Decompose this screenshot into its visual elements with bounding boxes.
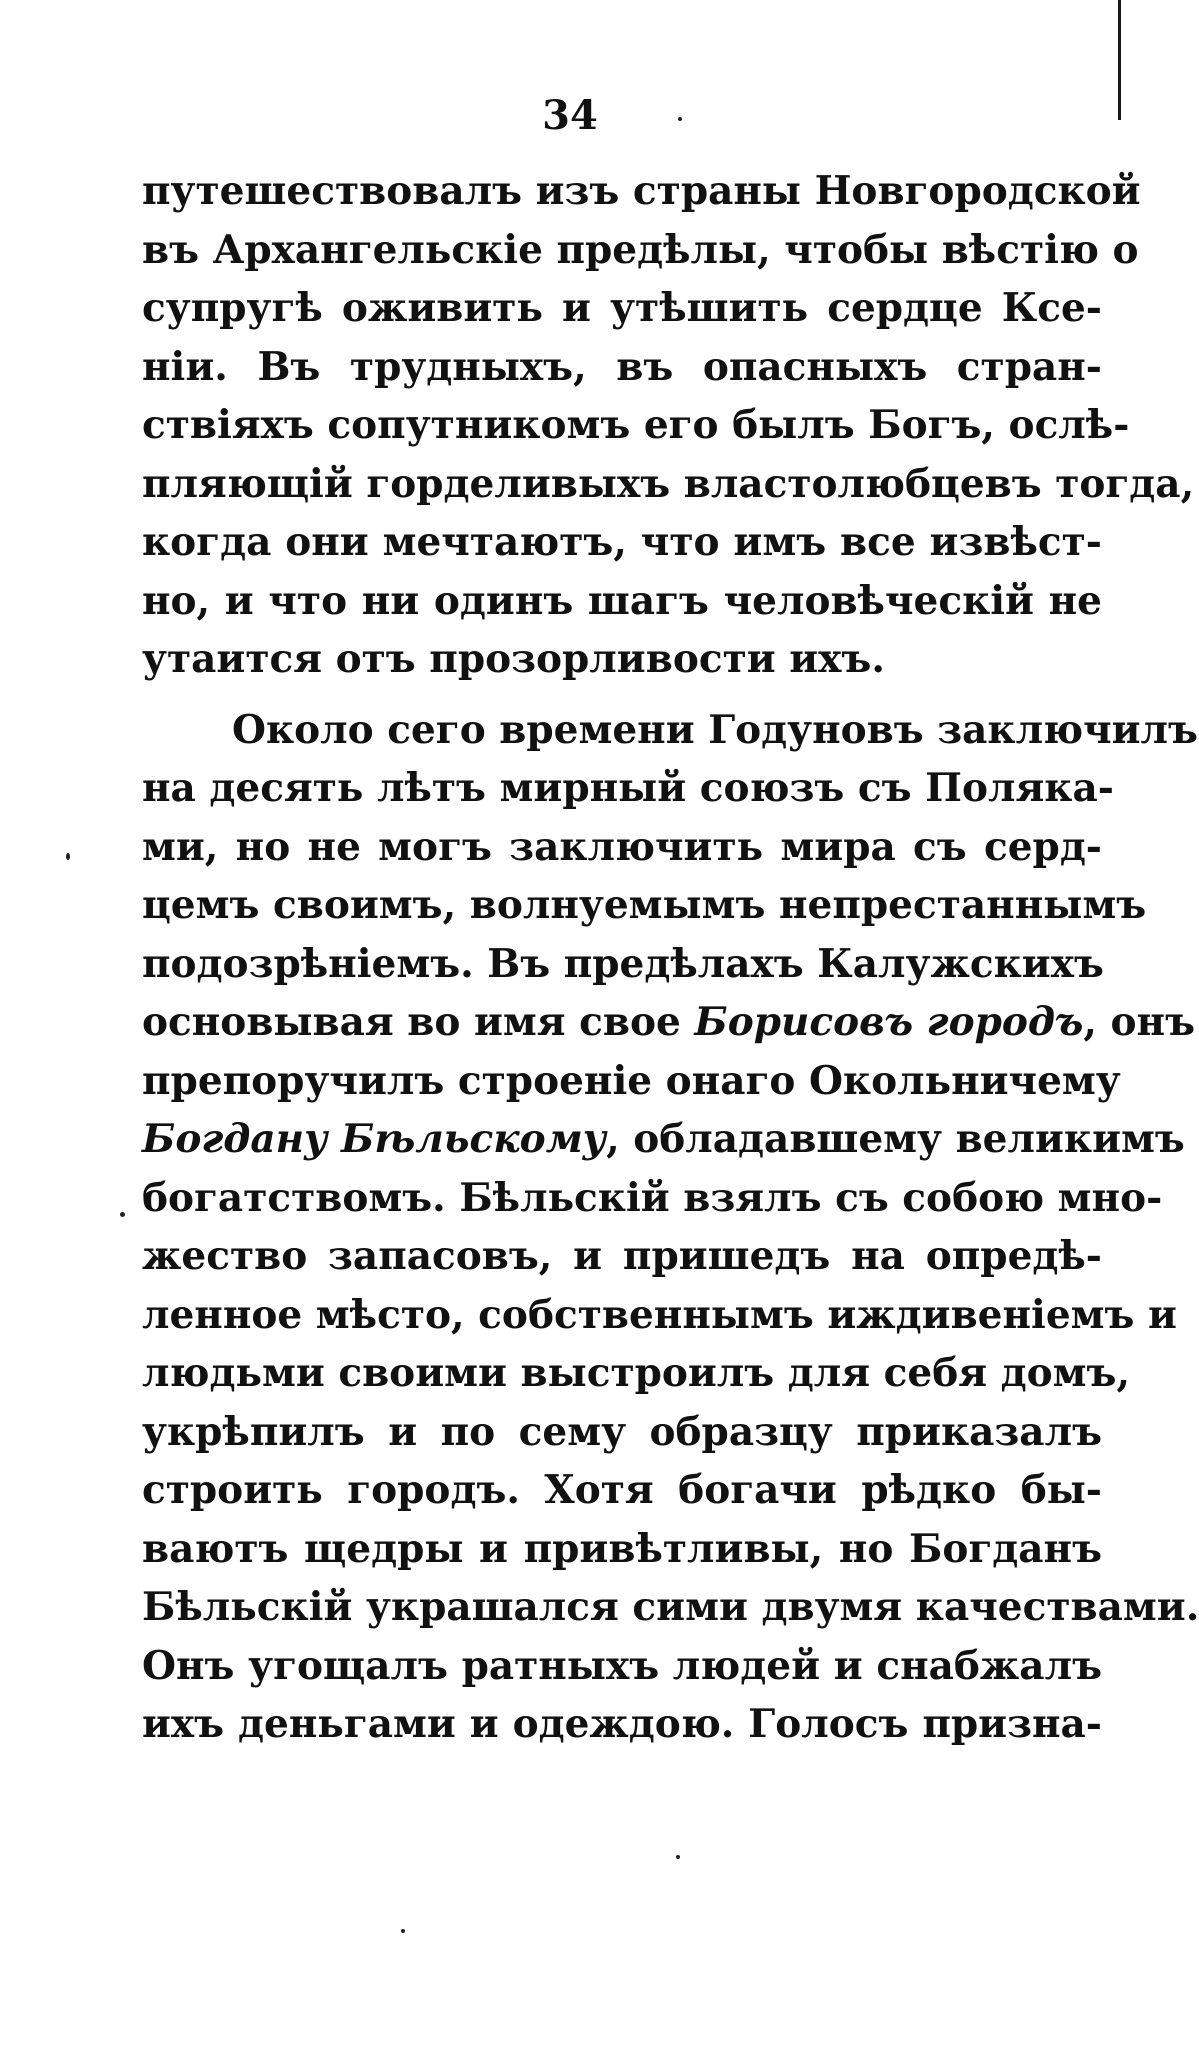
- text-line: но, и что ни одинъ шагъ человѣческій не: [142, 577, 1102, 624]
- text-line: ихъ деньгами и одеждою. Голосъ призна-: [142, 1701, 1102, 1747]
- text-line: жество запасовъ, и пришедъ на опредѣ-: [142, 1233, 1102, 1279]
- text-line: ствіяхъ сопутникомъ его былъ Богъ, ослѣ-: [142, 402, 1130, 448]
- italic-person-name: Богдану Бѣльскому: [142, 1116, 607, 1162]
- page-number: 34: [542, 92, 598, 139]
- body-text: [142, 162, 1199, 1754]
- text-line-with-italic: [142, 993, 1196, 1052]
- text-line: утаится отъ прозорливости ихъ.: [142, 636, 885, 682]
- text-line: людьми своими выстроилъ для себя домъ,: [142, 1350, 1131, 1396]
- text-line: ваютъ щедры и привѣтливы, но Богданъ: [142, 1525, 1102, 1572]
- print-speck: [676, 1855, 680, 1859]
- text-segment: , онъ: [1083, 999, 1196, 1045]
- print-speck: [120, 1212, 125, 1217]
- text-line: Бѣльскій украшался сими двумя качествами.: [142, 1584, 1199, 1630]
- paragraph-2: [142, 701, 1199, 1754]
- text-line: когда они мечтаютъ, что имъ все извѣст-: [142, 519, 1102, 565]
- text-line: путешествовалъ изъ страны Новгородской: [142, 168, 1141, 214]
- text-line: Онъ угощалъ ратныхъ людей и снабжалъ: [142, 1642, 1102, 1689]
- text-line: ленное мѣсто, собственнымъ иждивеніемъ и: [142, 1291, 1177, 1338]
- text-line: строить городъ. Хотя богачи рѣдко бы-: [142, 1467, 1102, 1513]
- text-line: ми, но не могъ заключить мира съ серд-: [142, 823, 1102, 870]
- italic-place-name: Борисовъ городъ: [694, 999, 1084, 1045]
- text-line: укрѣпилъ и по сему образцу приказалъ: [142, 1408, 1102, 1455]
- text-line: подозрѣніемъ. Въ предѣлахъ Калужскихъ: [142, 940, 1104, 987]
- text-line-with-italic: [142, 1110, 1185, 1169]
- text-line: на десять лѣтъ мирный союзъ съ Поляка-: [142, 765, 1114, 811]
- text-line: препоручилъ строеніе онаго Окольничему: [142, 1057, 1121, 1104]
- text-line: въ Архангельскіе предѣлы, чтобы вѣстію о: [142, 226, 1139, 273]
- print-speck: [66, 853, 70, 860]
- paragraph-1: [142, 162, 1195, 689]
- text-segment: основывая во имя свое: [142, 999, 695, 1045]
- print-speck: [401, 1929, 405, 1933]
- text-segment: , обладавшему великимъ: [606, 1116, 1185, 1162]
- text-line: богатствомъ. Бѣльскій взялъ съ собою мно-: [142, 1174, 1163, 1221]
- text-line: ніи. Въ трудныхъ, въ опасныхъ стран-: [142, 343, 1102, 390]
- text-line: цемъ своимъ, волнуемымъ непрестаннымъ: [142, 882, 1147, 928]
- text-line: Около сего времени Годуновъ заключилъ: [232, 706, 1198, 753]
- text-line: пляющій горделивыхъ властолюбцевъ тогда,: [142, 460, 1195, 507]
- print-speck: [678, 117, 682, 121]
- text-line: супругѣ оживить и утѣшить сердце Ксе-: [142, 285, 1102, 331]
